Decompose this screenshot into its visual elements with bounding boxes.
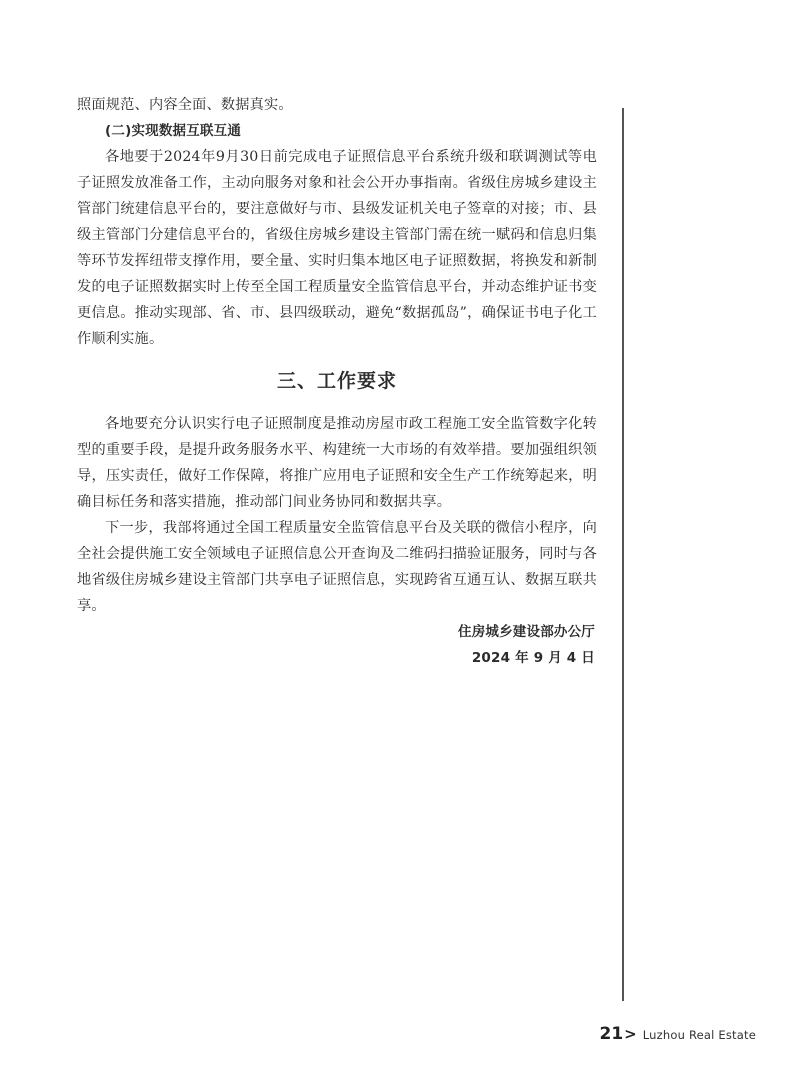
page-footer (600, 1024, 757, 1044)
paragraph-continuation: 照面规范、内容全面、数据真实。 (77, 97, 293, 113)
paragraph-work-requirements: 各地要充分认识实行电子证照制度是推动房屋市政工程施工安全监管数字化转型的重要手段，是提升政务服务水平、构建统一大市场的有效举措。要加强组织领导，压实责任，做好工作保障，将推广应用电子证照和安全生产工作统筹起来，明确目标任务和落实措施，推动部门间业务协同和数据共享。 (77, 416, 597, 510)
signature-organization: 住房城乡建设部办公厅 (458, 624, 595, 640)
publication-name: Luzhou Real Estate (642, 1028, 756, 1042)
subheading-data-interconnection: (二)实现数据互联互通 (105, 123, 242, 139)
page-number: 21 (599, 1024, 624, 1044)
arrow-icon: > (624, 1025, 637, 1043)
vertical-divider (622, 108, 624, 1001)
paragraph-data-interconnection: 各地要于2024年9月30日前完成电子证照信息平台系统升级和联调测试等电子证照发放准备工作，主动向服务对象和社会公开办事指南。省级住房城乡建设主管部门统建信息平台的，要注意做好与市、县级发证机关电子签章的对接；市、县级主管部门分建信息平台的，省级住房城乡建设主管部门需在统一赋码和信息归集等环节发挥纽带支撑作用，要全量、实时归集本地区电子证照数据，将换发和新制发的电子证照数据实时上传至全国工程质量安全监管信息平台，并动态维护证书变更信息。推动实现部、省、市、县四级联动，避免“数据孤岛”，确保证书电子化工作顺利实施。 (77, 149, 597, 347)
paragraph-next-steps: 下一步，我部将通过全国工程质量安全监管信息平台及关联的微信小程序，向全社会提供施工安全领域电子证照信息公开查询及二维码扫描验证服务，同时与各地省级住房城乡建设主管部门共享电子证照信息，实现跨省互通互认、数据互联共享。 (77, 520, 597, 614)
section-title-work-requirements: 三、工作要求 (276, 370, 397, 392)
article-body (77, 92, 597, 671)
signature-date: 2024 年 9 月 4 日 (471, 650, 595, 666)
